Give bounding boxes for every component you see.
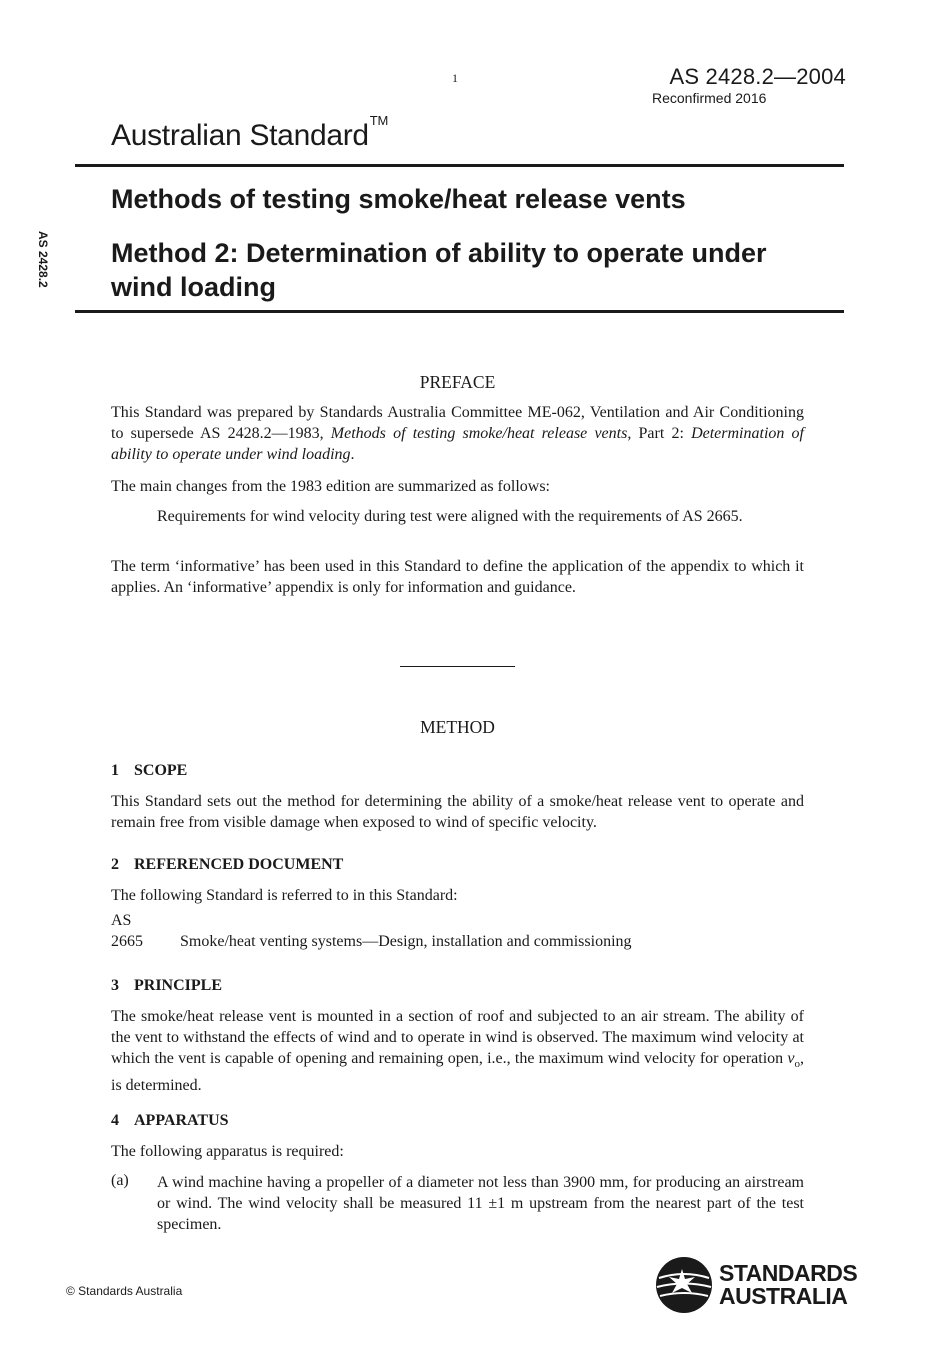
- brand-title: [111, 113, 388, 153]
- list-item-text: A wind machine having a propeller of a diameter not less than 3900 mm, for producing an airstream or wind. The wind velocity shall be measured 11 ±1 m upstream from the nearest part of the test specimen.: [157, 1174, 804, 1233]
- method-heading: METHOD: [420, 717, 495, 737]
- preface-paragraph-2: The main changes from the 1983 edition are summarized as follows:: [111, 478, 550, 495]
- standards-australia-globe-star-icon: [655, 1256, 713, 1314]
- preface-paragraph-1: [111, 402, 804, 465]
- reconfirmed-date: Reconfirmed 2016: [652, 90, 767, 106]
- section-text-principle: [111, 1006, 804, 1096]
- standard-number: AS 2428.2—2004: [669, 64, 846, 89]
- section-number: 3: [111, 977, 119, 994]
- reference-number: 2665: [111, 933, 143, 950]
- section-divider: [400, 666, 515, 667]
- logo-text-line-1: STANDARDS: [719, 1260, 858, 1286]
- page-number: 1: [452, 71, 458, 85]
- reference-prefix: AS: [111, 912, 132, 929]
- trademark-mark: TM: [369, 113, 388, 128]
- header-rule-bottom: [75, 310, 844, 313]
- preface-p1-text-c: , Part 2:: [627, 425, 692, 442]
- preface-p1-title-italic: Methods of testing smoke/heat release vents: [330, 425, 628, 442]
- section-number: 2: [111, 856, 119, 873]
- section-heading-text: REFERENCED DOCUMENT: [134, 856, 344, 873]
- section-heading-text: APPARATUS: [134, 1112, 229, 1129]
- velocity-variable: v: [787, 1050, 795, 1067]
- preface-p1-text-a: This Standard was prepared by Standards Australia Committee ME-062, Ventilation and Air Conditioning to supersede AS 2428.2—1983,: [111, 404, 804, 442]
- logo-text-line-2: AUSTRALIA: [719, 1283, 848, 1309]
- section-heading-referenced-document: [111, 856, 343, 874]
- section-text-apparatus: The following apparatus is required:: [111, 1143, 344, 1160]
- list-item-label: (a): [111, 1172, 129, 1189]
- preface-indented-change: Requirements for wind velocity during test were aligned with the requirements of AS 2665.: [157, 508, 743, 525]
- reference-title: Smoke/heat venting systems—Design, installation and commissioning: [180, 933, 632, 950]
- section-text-scope: This Standard sets out the method for determining the ability of a smoke/heat release vent to operate and remain free from visible damage when exposed to wind of specific velocity.: [111, 793, 804, 831]
- document-subtitle: Method 2: Determination of ability to operate under wind loading: [111, 238, 767, 302]
- section-heading-principle: [111, 977, 222, 995]
- section-heading-apparatus: [111, 1112, 229, 1130]
- preface-paragraph-3: The term ‘informative’ has been used in this Standard to define the application of the appendix to which it applies. An ‘informative’ appendix is only for information and guidance.: [111, 558, 804, 596]
- brand-title-text: Australian Standard: [111, 119, 369, 152]
- preface-p1-subtitle-italic: Determination of ability to operate under wind loading: [111, 425, 804, 463]
- principle-text-a: The smoke/heat release vent is mounted in a section of roof and subjected to an air stream. The ability of the vent to withstand the effects of wind and to operate in wind is observed. The maximum wind velocity at which the vent is capable of opening and remaining open, i.e., the maximum wind velocity for operation: [111, 1008, 804, 1067]
- document-title: Methods of testing smoke/heat release vents: [111, 184, 686, 214]
- preface-p1-text-e: .: [350, 446, 355, 463]
- section-heading-scope: [111, 762, 187, 780]
- velocity-variable-subscript: o: [794, 1058, 800, 1071]
- side-label-text: AS 2428.2: [36, 231, 50, 288]
- section-number: 4: [111, 1112, 119, 1129]
- section-text-referenced-document: The following Standard is referred to in this Standard:: [111, 887, 458, 904]
- side-label: [32, 231, 52, 311]
- principle-text-b: , is determined.: [111, 1050, 804, 1095]
- section-number: 1: [111, 762, 119, 779]
- footer-copyright: © Standards Australia: [66, 1284, 183, 1298]
- header-rule-top: [75, 164, 844, 167]
- standards-australia-logo: [655, 1256, 858, 1316]
- preface-heading: PREFACE: [419, 372, 496, 392]
- section-heading-text: PRINCIPLE: [134, 977, 223, 994]
- section-heading-text: SCOPE: [134, 762, 188, 779]
